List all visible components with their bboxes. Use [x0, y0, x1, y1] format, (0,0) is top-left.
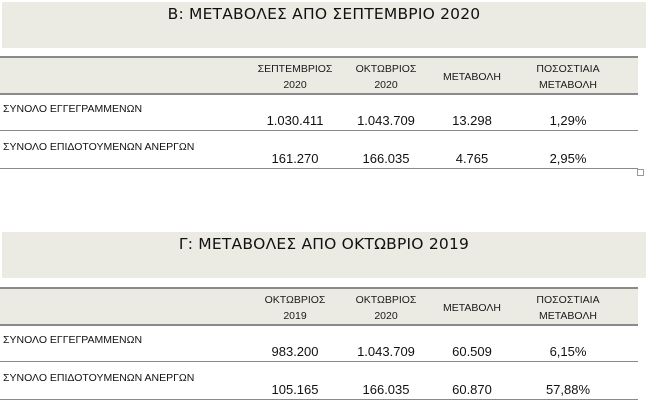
table-row: [0, 324, 638, 362]
row-value-1: 161.270: [271, 151, 319, 166]
header-col2-line2: 2020: [374, 79, 398, 91]
header-col1-line2: 2019: [283, 310, 307, 322]
row-value-2: 1.043.709: [357, 113, 415, 128]
header-col2: [340, 292, 432, 324]
header-col4: [520, 292, 616, 324]
row-percent: 2,95%: [549, 151, 587, 166]
header-col1: [250, 61, 340, 93]
header-col4-line1: ΠΟΣΟΣΤΙΑΙΑ: [536, 63, 600, 75]
row-value-1: 983.200: [271, 344, 319, 359]
header-col3: ΜΕΤΑΒΟΛΗ: [443, 302, 501, 314]
header-col2: [340, 61, 432, 93]
section-b-title-bar: [2, 2, 646, 48]
header-col4-line1: ΠΟΣΟΣΤΙΑΙΑ: [536, 294, 600, 306]
header-col2-line1: ΟΚΤΩΒΡΙΟΣ: [355, 294, 417, 306]
row-value-2: 166.035: [362, 151, 410, 166]
header-col3: ΜΕΤΑΒΟΛΗ: [443, 71, 501, 83]
row-change: 60.870: [452, 382, 492, 397]
header-col2-line2: 2020: [374, 310, 398, 322]
row-value-2: 1.043.709: [357, 344, 415, 359]
row-change: 60.509: [452, 344, 492, 359]
row-percent: 1,29%: [549, 113, 587, 128]
table-resize-handle[interactable]: [637, 169, 644, 176]
header-col1: [250, 292, 340, 324]
row-label: ΣΥΝΟΛΟ ΕΠΙΔΟΤΟΥΜΕΝΩΝ ΑΝΕΡΓΩΝ: [3, 372, 195, 384]
section-c-title-bar: [2, 232, 646, 278]
row-value-1: 105.165: [271, 382, 319, 397]
section-c-table-header: [0, 287, 638, 326]
row-label: ΣΥΝΟΛΟ ΕΓΓΕΓΡΑΜΜΕΝΩΝ: [3, 103, 143, 115]
table-row: [0, 362, 638, 400]
row-value-1: 1.030.411: [266, 113, 324, 128]
header-col2-line1: ΟΚΤΩΒΡΙΟΣ: [355, 63, 417, 75]
table-row: [0, 131, 638, 169]
header-col4: [520, 61, 616, 93]
row-percent: 6,15%: [549, 344, 587, 359]
row-label: ΣΥΝΟΛΟ ΕΠΙΔΟΤΟΥΜΕΝΩΝ ΑΝΕΡΓΩΝ: [3, 141, 195, 153]
header-col4-line2: ΜΕΤΑΒΟΛΗ: [539, 310, 597, 322]
row-change: 4.765: [455, 151, 489, 166]
header-col1-line2: 2020: [283, 79, 307, 91]
section-b-table-header: [0, 56, 638, 95]
header-col1-line1: ΟΚΤΩΒΡΙΟΣ: [264, 294, 326, 306]
table-row: [0, 93, 638, 131]
row-label: ΣΥΝΟΛΟ ΕΓΓΕΓΡΑΜΜΕΝΩΝ: [3, 334, 143, 346]
row-value-2: 166.035: [362, 382, 410, 397]
header-col1-line1: ΣΕΠΤΕΜΒΡΙΟΣ: [257, 63, 333, 75]
section-b-title: Β: ΜΕΤΑΒΟΛΕΣ ΑΠΟ ΣΕΠΤΕΜΒΡΙΟ 2020: [167, 5, 481, 23]
row-change: 13.298: [452, 113, 492, 128]
header-col4-line2: ΜΕΤΑΒΟΛΗ: [539, 79, 597, 91]
section-c-title: Γ: ΜΕΤΑΒΟΛΕΣ ΑΠΟ ΟΚΤΩΒΡΙΟ 2019: [178, 235, 470, 253]
row-percent: 57,88%: [545, 382, 591, 397]
